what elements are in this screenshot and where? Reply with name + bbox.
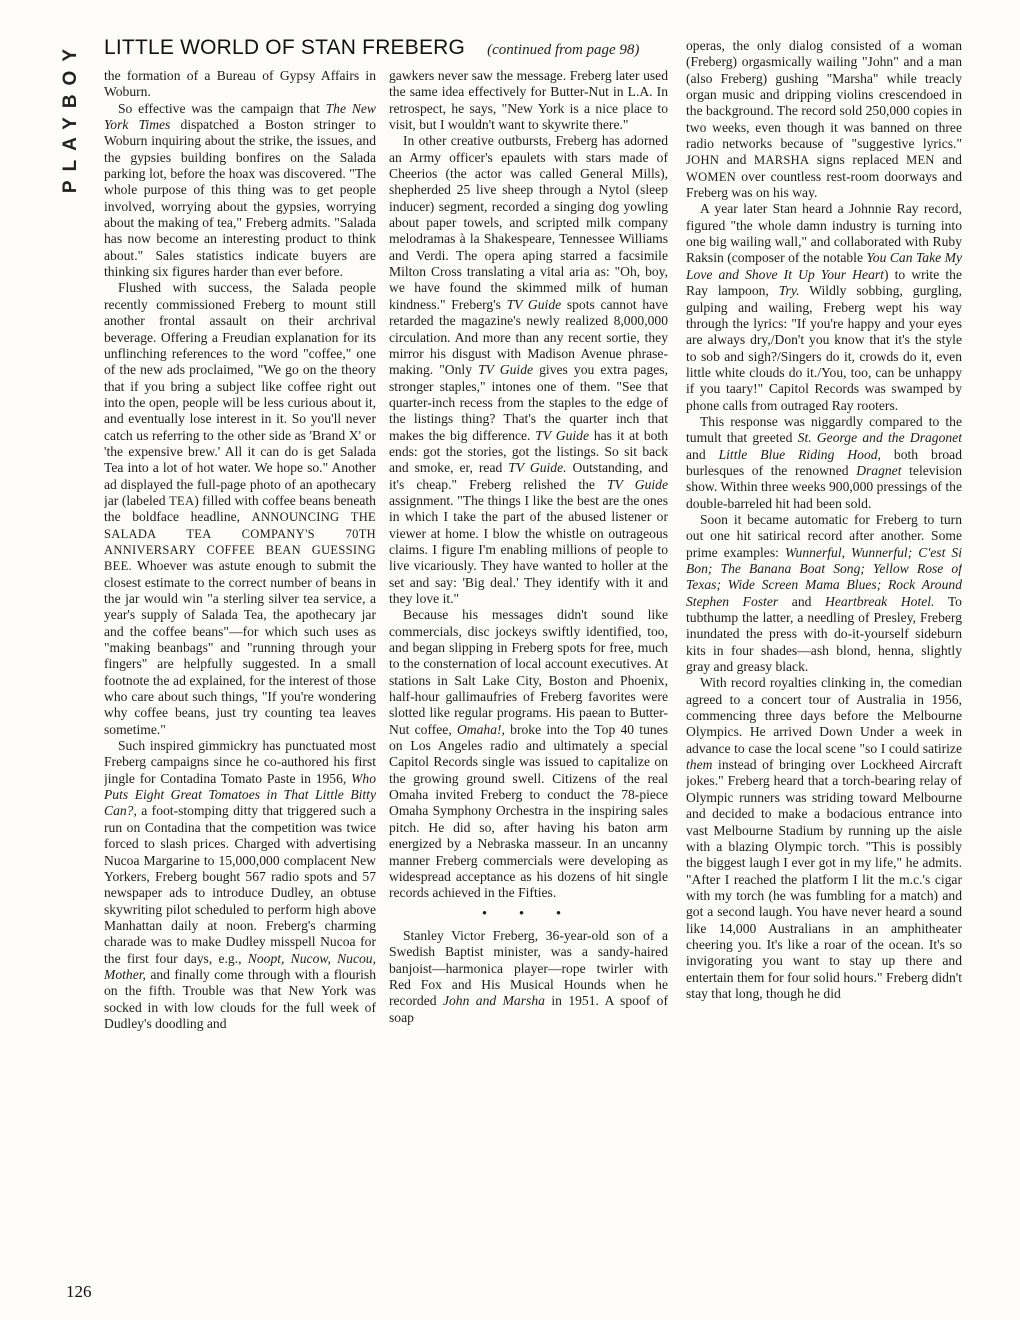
paragraph: A year later Stan heard a Johnnie Ray record, figured "the whole damn industry is turning into one big wailing wall," and collaborated with Ruby Raksin (composer of the notable You Can Take My Love and Shove It Up Your Heart) to write the Ray lampoon, Try. Wildly sobbing, gurgling, gulping and wailing, Freberg wept his way through the lyrics: "If you're happy and your eyes are always dry,/Don't you know that it's the style to sob and sigh?/Singers do it, crowds do it, even little white clouds do it./You, too, can be unhappy if you taary!" Capitol Records was swamped by phone calls from outraged Ray rooters. — [686, 201, 962, 413]
paragraph: Such inspired gimmickry has punctuated most Freberg campaigns since he co-authored his first jingle for Contadina Tomato Paste in 1956, Who Puts Eight Great Tomatoes in That Little Bitty Can?, a foot-stomping ditty that triggered such a run on Contadina that the competition was twice forced to slash prices. Charged with advertising Nucoa Margarine to 15,000,000 complacent New Yorkers, Freberg bought 567 radio spots and 57 newspaper ads to introduce Dudley, an obtuse skywriting pilot scheduled to perform high above Manhattan daily at noon. Freberg's charming charade was to make Dudley misspell Nucoa for the first four days, e.g., Noopt, Nucow, Nucou, Mother, and finally come through with a flourish on the fifth. Trouble was that New York was socked in with low clouds for the full week of Dudley's doodling and — [104, 738, 376, 1031]
paragraph: Stanley Victor Freberg, 36-year-old son of a Swedish Baptist minister, was a sandy-haired banjoist—harmonica player—rope twirler with Red Fox and His Musical Hounds when he recorded John and Marsha in 1951. A spoof of soap — [389, 927, 668, 1025]
continued-note: (continued from page 98) — [487, 42, 640, 58]
magazine-name: PLAYBOY — [60, 40, 81, 194]
paragraph: Because his messages didn't sound like commercials, disc jockeys swiftly identified, too, and began slipping in Freberg spots for free, much to the consternation of local account executives. At stations in Salt Lake City, Boston and Phoenix, half-hour gallimaufries of Freberg favorites were slotted like regular programs. His paean to Butter-Nut coffee, Omaha!, broke into the Top 40 tunes on Los Angeles radio and ultimately a special Capitol Records single was issued to capitalize on the growing ground swell. Citizens of the real Omaha invited Freberg to conduct the 78-piece Omaha Symphony Orchestra in the inspiring sales pitch. He did so, after having his baton arm energized by a Nebraska masseur. In an uncanny manner Freberg commercials were developing as widespread acceptance as his dozens of hit single records achieved in the Fifties. — [389, 607, 668, 901]
paragraph: Flushed with success, the Salada people recently commissioned Freberg to mount still another frontal assault on their archrival beverage. Offering a Freudian explanation for its unflinching references to the word "coffee," one of the new ads proclaimed, "We go on the theory that if you bring a subject like coffee right out into the open, people will be less curious about it, and eventually lose interest in it. So you'll never catch us referring to the other side as 'Brand X' or 'the expensive brew.' All it can do is get Salada Tea into a lot of hot water. We hope so." Another ad displayed the full-page photo of an apothecary jar (labeled TEA) filled with coffee beans beneath the boldface headline, ANNOUNCING THE SALADA TEA COMPANY'S 70TH ANNIVERSARY COFFEE BEAN GUESSING BEE. Whoever was astute enough to submit the closest estimate to the correct number of beans in the jar would win "a sterling silver tea service, a year's supply of Salada Tea, the apothecary jar and the coffee beans"—for which such uses as "making beanbags" and "running through your fingers" are helpfully suggested. In a small footnote the ad explained, for the interest of those who care about such things, "If you're wondering why coffee beans, just try counting tea leaves sometime." — [104, 280, 376, 737]
paragraph: Soon it became automatic for Freberg to turn out one hit satirical record after another. Some prime examples: Wunnerful, Wunnerful; C'est Si Bon; The Banana Boat Song; Yellow Rose of Texas; Wide Screen Mama Blues; Rock Around Stephen Foster and Heartbreak Hotel. To tubthump the latter, a needling of Presley, Freberg inundated the press with do-it-yourself sideburn kits in four shades—ash blond, henna, slightly gray and greasy black. — [686, 511, 962, 675]
paragraph: This response was niggardly compared to the tumult that greeted St. George and the Dragonet and Little Blue Riding Hood, both broad burlesques of the renowned Dragnet television show. Within three weeks 900,000 pressings of the double-barreled hit had been sold. — [686, 413, 962, 511]
text-column-2 — [389, 68, 668, 1303]
text-column-1 — [104, 68, 376, 1303]
article-header — [104, 36, 664, 66]
paragraph: gawkers never saw the message. Freberg later used the same idea effectively for Butter-Nut in L.A. In retrospect, he says, "New York is a nice place to visit, but I wouldn't want to skywrite there." — [389, 68, 668, 133]
paragraph: the formation of a Bureau of Gypsy Affairs in Woburn. — [104, 68, 376, 100]
paragraph: In other creative outbursts, Freberg has adorned an Army officer's epaulets with stars made of Cheerios (the actor was called General Mills), shepherded 25 live sheep through a Nytol (sleep inducer) segment, recorded a singing dog yowling about paper towels, and scripted milk company melodramas à la Shakespeare, Tennessee Williams and Verdi. The opera aping starred a facsimile Milton Cross translating a vital aria as: "Oh, boy, we have found the skimmed milk of human kindness." Freberg's TV Guide spots cannot have retarded the magazine's newly realized 8,000,000 circulation. And more than any recent sortie, they mirror his disgust with Madison Avenue phrase-making. "Only TV Guide gives you extra pages, stronger staples," intones one of them. "See that quarter-inch recess from the staples to the edge of the listings thing? That's the quarter inch that makes the big difference. TV Guide has it at both ends: got the stories, got the listings. So sit back and smoke, er, read TV Guide. Outstanding, and it's cheap." Freberg relished the TV Guide assignment. "The things I like the best are the ones in which I take the part of the abused listener or viewer at home. I blow the whistle on outrageous claims. I figure I'm enabling millions of people to live vicariously. They have wanted to holler at the set and say: 'Big deal.' They identify with it and they love it." — [389, 133, 668, 606]
article-title: LITTLE WORLD OF STAN FREBERG — [104, 36, 466, 59]
paragraph: With record royalties clinking in, the comedian agreed to a concert tour of Australia in 1956, commencing three days before the Melbourne Olympics. He arrived Down Under a week in advance to case the local scene "so I could satirize them instead of bringing over Lockheed Aircraft jokes." Freberg heard that a torch-bearing relay of Olympic runners was striding toward Melbourne and decided to make a bodacious entrance into vast Melbourne Stadium by running up the aisle with a blazing Olympic torch. "This is possibly the biggest laugh I ever got in my life," he admits. "After I reached the platform I lit the m.c.'s cigar with my torch (he was fumbling for a match) and got a second laugh. You have never heard a sound like 14,000 Australians in an amphitheater cheering you. It's like a roar of the ocean. It's so invigorating you want to stay up there and entertain them for four solid hours." Freberg didn't stay that long, though he did — [686, 675, 962, 1001]
page-number: 126 — [66, 1282, 92, 1301]
text-column-3 — [686, 38, 962, 1303]
section-break: • • • — [481, 905, 576, 922]
paragraph: So effective was the campaign that The New York Times dispatched a Boston stringer to Woburn inquiring about the strike, the issues, and the gypsies building bonfires on the Salada parking lot, before the hoax was discovered. "The whole purpose of this thing was to get people involved, worrying about the gypsies, worrying about the making of tea," Freberg admits. "Salada has now become an interesting product to think about." Sales statistics indicate buyers are thinking six figures harder than ever before. — [104, 100, 376, 280]
paragraph: operas, the only dialog consisted of a woman (Freberg) orgasmically wailing "John" and a man (also Freberg) gushing "Marsha" while treacly organ music and dripping violins crescendoed in the background. The record sold 250,000 copies in two weeks, even though it was banned on three radio networks because of "suggestive lyrics." JOHN and MARSHA signs replaced MEN and WOMEN over countless rest-room doorways and Freberg was on his way. — [686, 38, 962, 201]
